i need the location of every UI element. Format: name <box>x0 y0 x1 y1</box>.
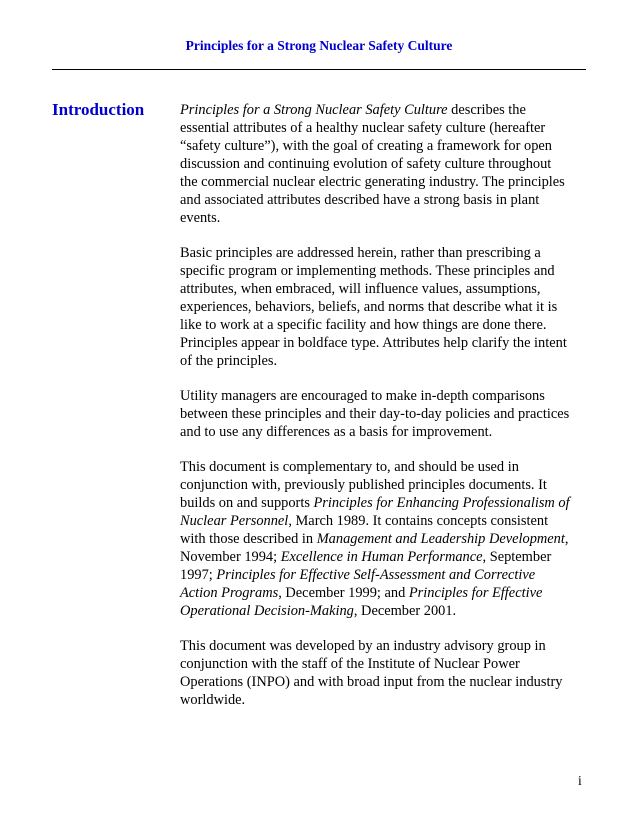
reference-title-2: Management and Leadership Development <box>316 531 565 547</box>
paragraph-5 <box>180 637 572 709</box>
paragraph-4-text-5: , December 1999; and <box>278 585 409 601</box>
paragraph-1 <box>180 101 572 227</box>
reference-title-4: Principles for Effective Self-Assessment and Corrective Action Programs <box>180 567 536 601</box>
paragraph-5-text: This document was developed by an industry advisory group in conjunction with the staff of the Institute of Nuclear Power Operations (INPO) and with broad input from the nuclear industry worldwide. <box>180 638 563 708</box>
reference-title-3: Excellence in Human Performance <box>280 549 483 565</box>
paragraph-2-text: Basic principles are addressed herein, rather than prescribing a specific program or implementing methods. These principles and attributes, when embraced, will influence values, assumptions, experiences, behaviors, beliefs, and norms that describe what it is like to work at a specific facility and how things are done there. Principles appear in boldface type. Attributes help clarify the intent of the principles. <box>180 245 567 369</box>
paragraph-3-text: Utility managers are encouraged to make in-depth comparisons between these principles and their day-to-day policies and practices and to use any differences as a basis for improvement. <box>180 388 570 440</box>
paragraph-4-text-2: , March 1989. It contains concepts consistent with those described in <box>180 513 549 547</box>
reference-title-5: Principles for Effective Operational Decision-Making <box>180 585 543 619</box>
paragraph-4-text-4: , September 1997; <box>180 549 552 583</box>
paragraph-4 <box>180 458 572 620</box>
paragraph-2 <box>180 244 572 370</box>
body-text <box>180 101 572 726</box>
paragraph-1-text: describes the essential attributes of a healthy nuclear safety culture (hereafter “safety culture”), with the goal of creating a framework for open discussion and continuing evolution of safety culture throughout the commercial nuclear electric generating industry. The principles and associated attributes described have a strong basis in plant events. <box>180 102 565 226</box>
section-heading: Introduction <box>52 100 145 119</box>
paragraph-4-text-6: , December 2001. <box>353 603 457 619</box>
paragraph-3 <box>180 387 572 441</box>
page-number: i <box>578 773 582 788</box>
paragraph-4-text-1: This document is complementary to, and should be used in conjunction with, previously published principles documents. It builds on and supports <box>180 459 547 511</box>
document-title: Principles for a Strong Nuclear Safety Culture <box>180 102 448 118</box>
header-divider <box>52 69 586 70</box>
paragraph-4-text-3: , November 1994; <box>180 531 569 565</box>
running-header: Principles for a Strong Nuclear Safety Culture <box>185 38 453 53</box>
reference-title-1: Principles for Enhancing Professionalism of Nuclear Personnel <box>180 495 570 529</box>
